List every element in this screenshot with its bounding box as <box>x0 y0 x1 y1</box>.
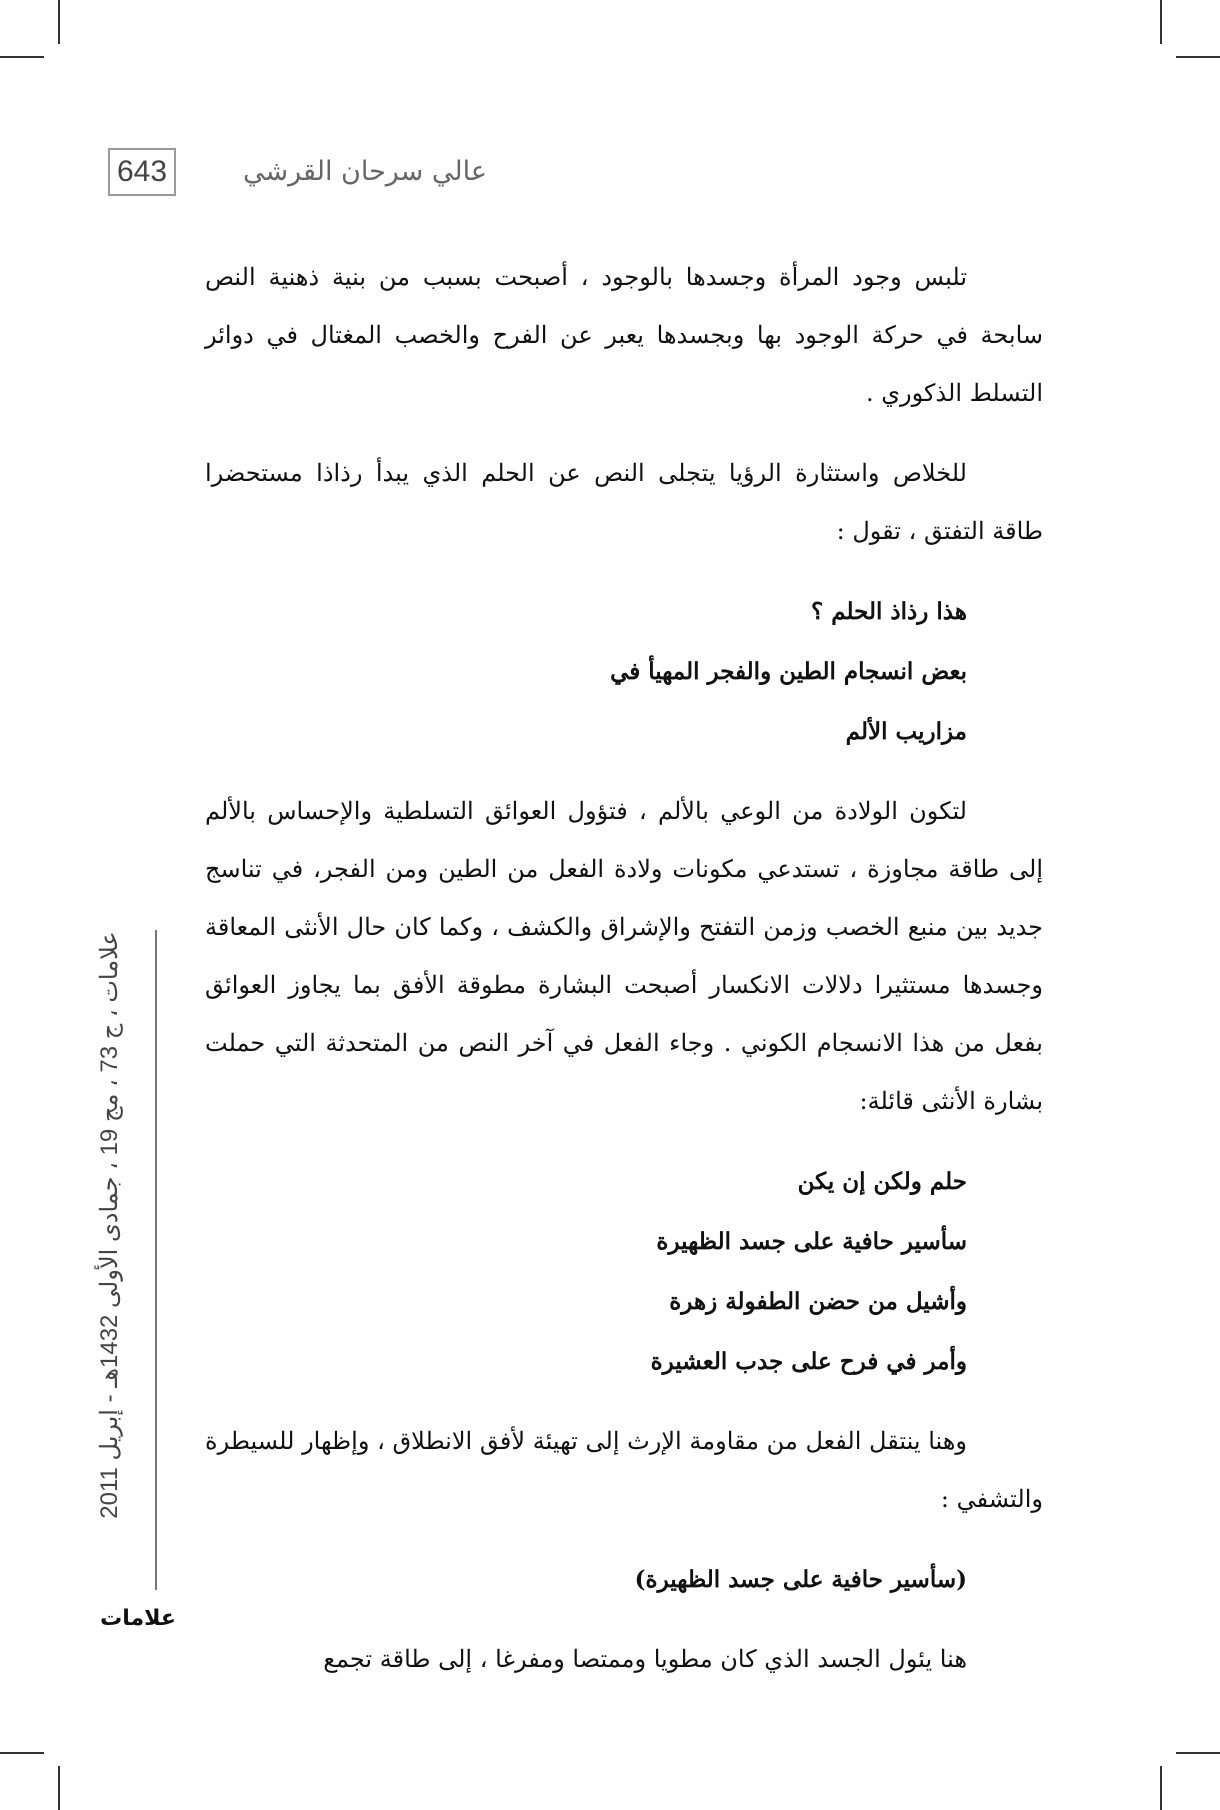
verse-line: وأشيل من حضن الطفولة زهرة <box>669 1288 967 1315</box>
verse-line: وأمر في فرح على جدب العشيرة <box>650 1348 967 1375</box>
crop-mark-bottom-left-h <box>0 1752 44 1754</box>
journal-citation: علامات ، ج 73 ، مج 19 ، جمادى الأولى 1432هـ - إبريل 2011 <box>96 931 123 1519</box>
journal-logo: علامات <box>100 1606 176 1631</box>
crop-mark-top-left-h <box>0 56 44 58</box>
verse-line: حلم ولكن إن يكن <box>797 1168 967 1195</box>
crop-mark-bottom-right-h <box>1176 1752 1220 1754</box>
running-header-author: عالي سرحان القرشي <box>243 156 487 187</box>
paragraph-1: تلبس وجود المرأة وجسدها بالوجود ، أصبحت بسبب من بنية ذهنية النص سابحة في حركة الوجود بها وبجسدها يعبر عن الفرح والخصب المغتال في دوائر التسلط الذكوري . <box>205 263 1043 407</box>
verse-line: سأسير حافية على جسد الظهيرة <box>656 1228 967 1255</box>
crop-mark-bottom-left <box>58 1766 60 1810</box>
article-body <box>205 248 1043 1688</box>
crop-mark-top-right <box>1160 0 1162 44</box>
paragraph-4: وهنا ينتقل الفعل من مقاومة الإرث إلى تهيئة لأفق الانطلاق ، وإظهار للسيطرة والتشفي : <box>205 1427 1043 1513</box>
crop-mark-bottom-right <box>1160 1766 1162 1810</box>
paragraph-5: هنا يئول الجسد الذي كان مطويا وممتصا ومفرغا ، إلى طاقة تجمع <box>323 1645 967 1673</box>
side-rule <box>155 930 157 1590</box>
crop-mark-top-left <box>58 0 60 44</box>
verse-line: مزاريب الألم <box>845 718 967 745</box>
verse-group-1 <box>205 582 1043 762</box>
paragraph-2: للخلاص واستثارة الرؤيا يتجلى النص عن الحلم الذي يبدأ رذاذا مستحضرا طاقة التفتق ، تقول : <box>205 459 1043 545</box>
crop-mark-top-right-h <box>1176 56 1220 58</box>
page-number: 643 <box>108 148 176 196</box>
verse-group-2 <box>205 1152 1043 1392</box>
verse-line: هذا رذاذ الحلم ؟ <box>811 598 967 625</box>
paragraph-3: لتكون الولادة من الوعي بالألم ، فتؤول العوائق التسلطية والإحساس بالألم إلى طاقة مجاوزة ، تستدعي مكونات ولادة الفعل من الطين ومن الفجر، في تناسج جديد بين منبع الخصب وزمن التفتح والإشراق والكشف ، وكما كان حال الأنثى المعاقة وجسدها مستثيرا دلالات الانكسار أصبحت البشارة مطوقة الأفق بما يجاوز العوائق بفعل من هذا الانسجام الكوني . وجاء الفعل في آخر النص من المتحدثة التي حملت بشارة الأنثى قائلة: <box>205 797 1044 1115</box>
verse-line: (سأسير حافية على جسد الظهيرة) <box>634 1566 967 1593</box>
verse-group-3 <box>205 1550 1043 1610</box>
verse-line: بعض انسجام الطين والفجر المهيأ في <box>610 658 967 685</box>
